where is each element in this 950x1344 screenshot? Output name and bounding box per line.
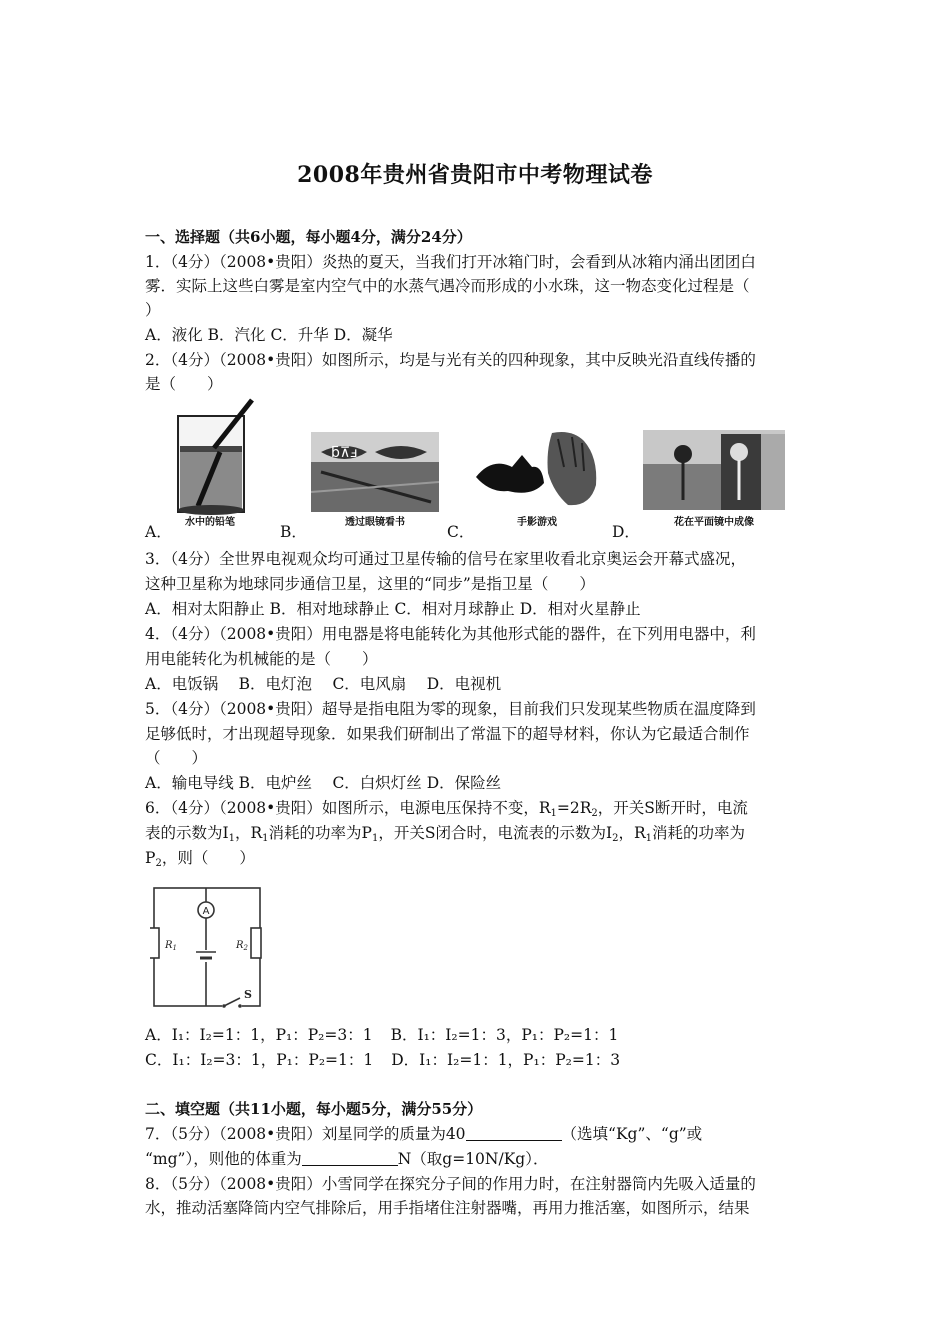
page-title: 2008年贵州省贵阳市中考物理试卷 <box>297 162 653 188</box>
q8-line-2: 水，推动活塞降筒内空气排除后，用手指堵住注射器嘴，再用力推活塞，如图所示，结果 <box>145 1199 750 1217</box>
q5-line-3: （ ） <box>145 749 208 767</box>
hand-shadow-image <box>472 427 602 513</box>
q3-line-1: 3．（4分）全世界电视观众均可通过卫星传输的信号在家里收看北京奥运会开幕式盛况， <box>145 550 746 568</box>
q8-line-1: 8．（5分）（2008•贵阳）小雪同学在探究分子间的作用力时，在注射器筒内先吸入适量的 <box>145 1175 756 1193</box>
q4-line-1: 4．（4分）（2008•贵阳）用电器是将电能转化为其他形式能的器件，在下列用电器中，利 <box>145 625 756 643</box>
q3-options: A．相对太阳静止 B．相对地球静止 C．相对月球静止 D．相对火星静止 <box>145 600 641 618</box>
q2-caption-c: 手影游戏 <box>517 517 557 528</box>
q2-caption-b: 透过眼镜看书 <box>345 517 405 528</box>
q1-line-1: 1．（4分）（2008•贵阳）炎热的夏天，当我们打开冰箱门时，会看到从冰箱内涌出团团白 <box>145 253 756 271</box>
q2-caption-a: 水中的铅笔 <box>185 517 235 528</box>
q1-line-3: ） <box>145 301 161 319</box>
pencil-in-water-image <box>170 398 260 516</box>
section-1-heading: 一、选择题（共6小题，每小题4分，满分24分） <box>145 228 472 246</box>
q6-line-2: 表的示数为$I_1$，$R_1$消耗的功率为$P_1$，开关S闭合时，电流表的示数为$I_2$，$R_1$消耗的功率为 <box>145 824 746 844</box>
q1-line-2: 雾．实际上这些白雾是室内空气中的水蒸气遇冷而形成的小水珠，这一物态变化过程是（ <box>145 277 750 295</box>
q1-options: A．液化 B．汽化 C．升华 D．凝华 <box>145 326 393 344</box>
q2-line-2: 是（ ） <box>145 375 223 393</box>
circuit-diagram <box>150 882 268 1012</box>
q5-line-2: 足够低时，才出现超导现象．如果我们研制出了常温下的超导材料，你认为它最适合制作 <box>145 725 750 743</box>
mirror-flower-image <box>643 430 785 510</box>
r2-label: $R_2$ <box>236 940 248 952</box>
q7-line-2: “mg”），则他的体重为 N（取g=10N/Kg）． <box>145 1150 549 1168</box>
q3-line-2: 这种卫星称为地球同步通信卫星，这里的“同步”是指卫星（ ） <box>145 575 595 593</box>
q5-options: A．输电导线 B．电炉丝 C．白炽灯丝 D．保险丝 <box>145 774 502 792</box>
section-2-heading: 二、填空题（共11小题，每小题5分，满分55分） <box>145 1100 483 1118</box>
svg-text:ƃ⊼ⅎ: ƃ⊼ⅎ <box>331 445 358 461</box>
ammeter-label: A <box>202 906 210 917</box>
q2-option-c-label: C． <box>447 523 475 541</box>
q5-line-1: 5．（4分）（2008•贵阳）超导是指电阻为零的现象，目前我们只发现某些物质在温度降到 <box>145 700 756 718</box>
q4-options: A．电饭锅 B．电灯泡 C．电风扇 D．电视机 <box>145 675 502 693</box>
r1-label: $R_1$ <box>165 940 177 952</box>
q2-option-d-label: D． <box>612 523 640 541</box>
q7-weight-blank[interactable] <box>302 1149 398 1166</box>
q2-line-1: 2．（4分）（2008•贵阳）如图所示，均是与光有关的四种现象，其中反映光沿直线传播的 <box>145 351 756 369</box>
q4-line-2: 用电能转化为机械能的是（ ） <box>145 650 378 668</box>
q7-line-1: 7．（5分）（2008•贵阳）刘星同学的质量为40 （选填“Kg”、“g”或 <box>145 1125 703 1143</box>
q2-caption-d: 花在平面镜中成像 <box>674 517 754 528</box>
switch-label: S <box>244 988 252 1001</box>
q6-line-3: $P_2$，则（ ） <box>145 849 255 869</box>
glasses-reading-image <box>311 432 439 512</box>
q2-option-b-label: B． <box>280 523 307 541</box>
q6-options-cd: C．I₁：I₂=3：1，P₁：P₂=1：1 D．I₁：I₂=1：1，P₁：P₂=1：3 <box>145 1051 621 1069</box>
q6-line-1: 6．（4分）（2008•贵阳）如图所示，电源电压保持不变，$R_1=2R_2$，开关S断开时，电流 <box>145 799 748 819</box>
q2-option-a-label: A． <box>145 523 172 541</box>
q6-options-ab: A．I₁：I₂=1：1，P₁：P₂=3：1 B．I₁：I₂=1：3，P₁：P₂=1：1 <box>145 1026 619 1044</box>
q7-unit-blank[interactable] <box>466 1124 562 1141</box>
